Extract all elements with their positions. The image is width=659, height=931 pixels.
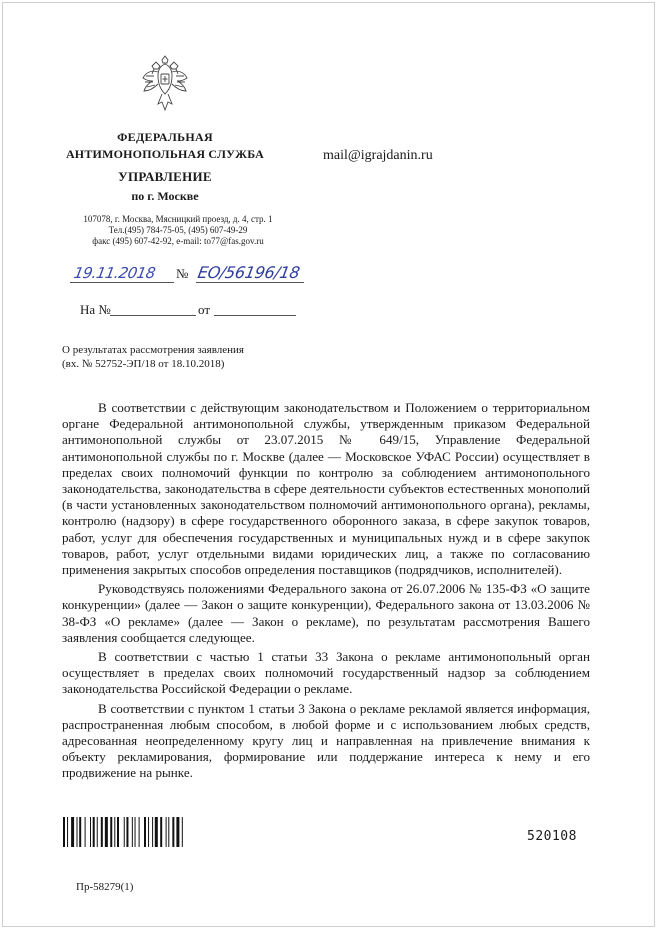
org-name-line2: АНТИМОНОПОЛЬНАЯ СЛУЖБА	[65, 147, 265, 161]
reply-from-label: от	[198, 302, 211, 317]
russian-coat-of-arms-icon	[140, 54, 190, 114]
org-phone: Тел.(495) 784-75-05, (495) 607-49-29	[108, 225, 248, 235]
registration-date-field	[70, 260, 174, 283]
subject-line1: О результатах рассмотрения заявления	[62, 344, 244, 356]
org-name-line1: ФЕДЕРАЛЬНАЯ	[117, 130, 213, 144]
reply-to-label: На №	[80, 302, 111, 317]
subject-line2: (вх. № 52752-ЭП/18 от 18.10.2018)	[62, 358, 225, 370]
letter-body	[62, 400, 590, 785]
registration-number-field	[196, 260, 304, 283]
body-paragraph: Руководствуясь положениями Федерального закона от 26.07.2006 № 135-ФЗ «О защите конкуренции» (далее — Закон о защите конкуренции), Федерального закона от 13.03.2006 № 38-ФЗ «О рекламе» (далее — Закон о рекламе), по результатам рассмотрения Вашего заявления сообщается следующее.	[62, 581, 590, 645]
org-fax-email: факс (495) 607-42-92, e-mail: to77@fas.gov.ru	[92, 236, 264, 246]
reply-to-line	[110, 315, 196, 316]
letter-subject	[62, 343, 244, 371]
registration-date: 19.11.2018	[72, 264, 157, 282]
recipient-email: mail@igrajdanin.ru	[323, 148, 433, 163]
body-paragraph: В соответствии с действующим законодательством и Положением о территориальном органе Федеральной антимонопольной службы, утвержденным приказом Федеральной антимонопольной службы от 23.07.2015 № 649/15, Управление Федеральной антимонопольной службы по г. Москве (далее — Московское УФАС России) осуществляет в пределах своих полномочий функции по контролю за соблюдением антимонопольного законодательства, законодательства в сфере деятельности субъектов естественных монополий (в части установленных законодательством полномочий антимонопольного органа), рекламы, контролю (надзору) в сфере государственного оборонного заказа, в сфере закупок товаров, работ, услуг для обеспечения государственных и муниципальных нужд и в сфере закупок товаров, работ, услуг отдельными видами юридических лиц, а также по согласованию применения закрытых способов определения поставщиков (подрядчиков, исполнителей).	[62, 400, 590, 578]
document-code: Пр-58279(1)	[76, 881, 134, 893]
registration-number: ЕО/56196/18	[196, 263, 302, 282]
registration-number-label: №	[176, 266, 189, 281]
body-paragraph: В соответствии с пунктом 1 статьи 3 Закона о рекламе рекламой является информация, распространенная любым способом, в любой форме и с использованием любых средств, адресованная неопределенному кругу лиц и направленная на привлечение внимания к объекту рекламирования, формирование или поддержание интереса к нему и его продвижение на рынке.	[62, 700, 590, 781]
department-city: по г. Москве	[131, 189, 199, 203]
org-address: 107078, г. Москва, Мясницкий проезд, д. 4, стр. 1	[83, 214, 273, 224]
department-title: УПРАВЛЕНИЕ	[118, 169, 212, 184]
reply-from-line	[214, 315, 296, 316]
body-paragraph: В соответствии с частью 1 статьи 33 Закона о рекламе антимонопольный орган осуществляет в пределах своих полномочий государственный надзор за соблюдением законодательства Российской Федерации о рекламе.	[62, 649, 590, 697]
barcode-number: 520108	[527, 829, 577, 844]
barcode-icon	[63, 817, 215, 847]
